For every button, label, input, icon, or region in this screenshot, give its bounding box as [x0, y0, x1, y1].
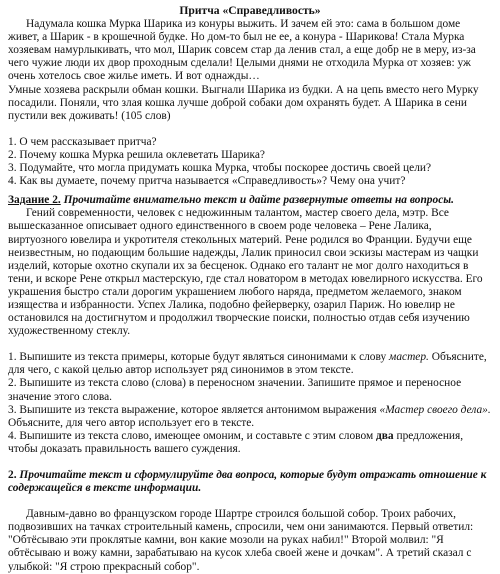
question-item: 4. Как вы думаете, почему притча называется «Справедливость»? Чему она учит?: [8, 175, 406, 188]
task2-question-1: [8, 351, 492, 377]
task3-instruction: Прочитайте текст и сформулируйте два вопроса, которые будут отражать отношение к содержащейся в тексте информации.: [8, 469, 487, 495]
task2-q1-text: 1. Выпишите из текста примеры, которые будут являться синонимами к слову: [8, 351, 390, 364]
spacer: [8, 338, 492, 351]
spacer: [8, 495, 492, 508]
task2-q1-keyword: мастер.: [389, 351, 429, 364]
task2-label: Задание 2.: [8, 194, 61, 207]
task3-heading: [8, 469, 492, 495]
task3-text: Давным-давно во французском городе Шартре строился большой собор. Троих рабочих, подвозивших на тачках строительный камень, спросили, чем они занимаются. Первый ответил: "Обтёсываю эти проклятые камни, вон какие мозоли на руках набил!" Второй молвил: "Я обтёсываю и вожу камни, зарабатываю на кусок хлеба своей жене и дочкам". А третий сказал с улыбкой: "Я строю прекрасный собор".: [8, 508, 474, 573]
task3-label: 2.: [8, 469, 17, 481]
question-item: 3. Подумайте, что могла придумать кошка Мурка, чтобы поскорее достичь своей цели?: [8, 162, 432, 175]
task2-q3-text: 3. Выпишите из текста выражение, которое является антонимом выражения: [8, 403, 380, 416]
spacer: [8, 456, 492, 469]
task2-question-3: [8, 404, 492, 430]
task2-q1-text-end: Объясните, для чего, с какой целью автор использует ряд синонимов в этом тексте.: [8, 351, 487, 377]
task2-q4-keyword: два: [376, 429, 394, 442]
task2-q4-text: 4. Выпишите из текста слово, имеющее омоним, и составьте с этим словом: [8, 429, 377, 442]
task2-q3-phrase: «Мастер своего дела».: [379, 403, 491, 416]
parable-title: Притча «Справедливость»: [179, 4, 321, 17]
task2-heading: [8, 194, 492, 207]
question-list: [8, 136, 492, 188]
task2-question-2: 2. Выпишите из текста слово (слова) в переносном значении. Запишите прямое и переносное значение этого слова.: [8, 377, 462, 403]
task2-q4-text-end: предложения, чтобы доказать правильность вашего суждения.: [8, 429, 464, 455]
task2-q3-text-end: Объясните, для чего автор использует его в тексте.: [8, 416, 255, 429]
task2-question-4: [8, 430, 492, 456]
question-item: 1. О чем рассказывает притча?: [8, 135, 157, 148]
task2-instruction: Прочитайте внимательно текст и дайте развернутые ответы на вопросы.: [63, 194, 455, 207]
parable-text: Надумала кошка Мурка Шарика из конуры выжить. И зачем ей это: сама в большом доме живет, а Шарик - в крошечной будке. Но дом-то был не ее, а конура - Шарикова! Стала Мурка хозяевам намурлыкивать, что мол, Шарик совсем стар да ленив стал, а еще добр не в меру, из-за чего чужие люди их двор проходным сделали! Целыми днями не отходила Мурка от хозяев: уж очень хотелось свое жилье иметь. И вот однажды…: [8, 18, 476, 83]
task2-text: Гений современности, человек с недюжинным талантом, мастер своего дела, мэтр. Все вышесказанное описывает одного единственного в своем роде человека – Рене Лалика, виртуозного ювелира и укротителя стекольных материй. Рене родился во Франции. Будучи еще неизвестным, но подающим большие надежды, Лалик приносил свои эскизы мастерам из чащки изделий, которые охотно скупали их за бесценок. Однако его талант не мог долго находиться в тени, и вскоре Рене открыл мастерскую, где стал новатором в методах ювелирного искусства. Его украшения быстро стали дорогим украшением любого наряда, предметом желаемого, знаком изящества и избранности. Успех Лалика, подобно фейерверку, озарил Париж. Но ювелир не остановился на достигнутом и продолжил творческие поиски, полностью отдав себя изучению художественному стеклу.: [8, 207, 483, 338]
spacer: [8, 123, 492, 136]
parable-text-continued: Умные хозяева раскрыли обман кошки. Выгнали Шарика из будки. А на цепь вместо него Мурку посадили. Поняли, что злая кошка лучше доброй собаки дом охранять будет. А Шарика в сени пустили век доживать! (105 слов): [8, 83, 479, 122]
question-item: 2. Почему кошка Мурка решила оклеветать Шарика?: [8, 148, 265, 161]
